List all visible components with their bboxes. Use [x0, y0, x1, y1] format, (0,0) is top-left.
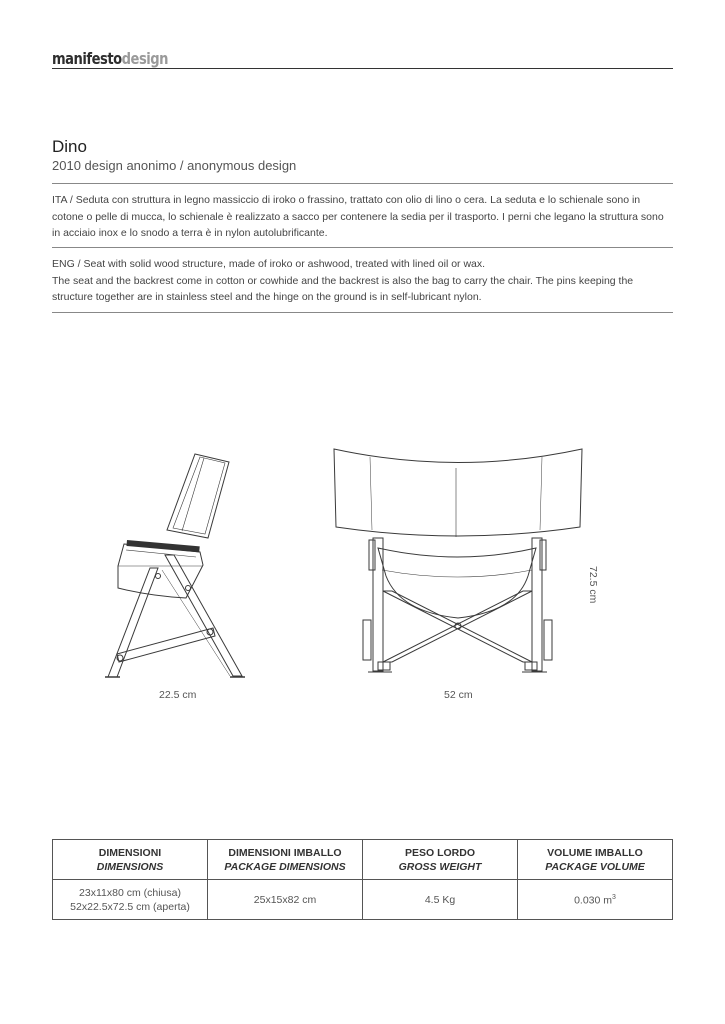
front-width-label: 52 cm — [444, 689, 473, 701]
description-ita: ITA / Seduta con struttura in legno massiccio di iroko o frassino, trattato con olio di lino o cera. La seduta e lo schienale sono in cotone o pelle di mucca, lo schienale è realizzato a sacco per contenere la sedia per il trasporto. I perni che legano la struttura sono in acciaio inox e lo snodo a terra è in nylon autolubrificante. — [52, 194, 664, 239]
header-dimensions: DIMENSIONI DIMENSIONS — [53, 840, 208, 880]
specs-value-row — [53, 880, 673, 920]
header-package-dimensions: DIMENSIONI IMBALLO PACKAGE DIMENSIONS — [208, 840, 363, 880]
header-gross-weight: PESO LORDO GROSS WEIGHT — [363, 840, 518, 880]
specs-header-row — [53, 840, 673, 880]
description-eng-line1: ENG / Seat with solid wood structure, made of iroko or ashwood, treated with lined oil or wax. — [52, 258, 486, 270]
product-subtitle: 2010 design anonimo / anonymous design — [52, 158, 297, 173]
front-view-drawing — [334, 449, 582, 672]
side-view-drawing — [105, 454, 245, 677]
value-package-dimensions: 25x15x82 cm — [208, 880, 363, 920]
description-eng-line2: The seat and the backrest come in cotton or cowhide and the backrest is also the bag to carry the chair. The pins keeping the structure together are in stainless steel and the hinge on the ground is in self-lubricant nylon. — [52, 274, 634, 303]
side-width-label: 22.5 cm — [159, 689, 197, 701]
brand-name-part1: manifesto — [52, 49, 122, 68]
value-package-volume: 0.030 $m^3$ — [518, 880, 673, 920]
value-gross-weight: 4.5 Kg — [363, 880, 518, 920]
height-label: 72.5 cm — [587, 566, 599, 604]
value-dimensions: 23x11x80 cm (chiusa) 52x22.5x72.5 cm (aperta) — [53, 880, 208, 920]
brand-name-part2: design — [121, 49, 169, 68]
specs-table — [52, 839, 673, 920]
product-title: Dino — [52, 137, 87, 156]
header-package-volume: VOLUME IMBALLO PACKAGE VOLUME — [518, 840, 673, 880]
